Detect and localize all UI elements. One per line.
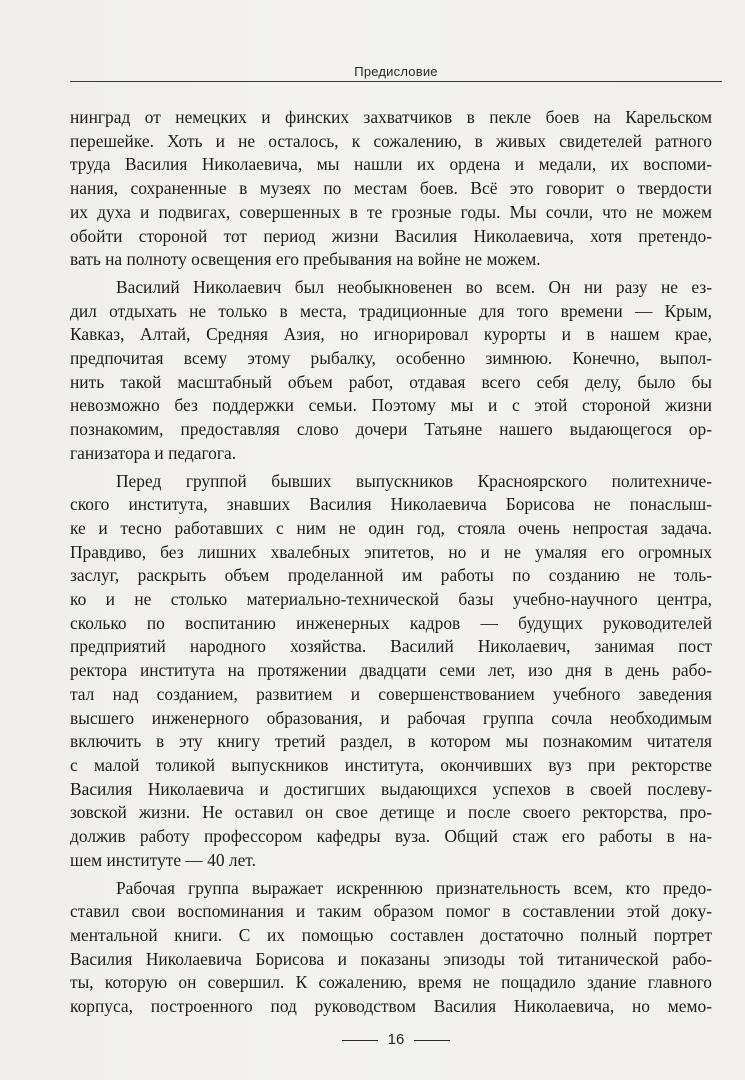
footer-dash-left: [342, 1040, 378, 1041]
text-line: познакомим, предоставляя слово дочери Татьяне нашего выдающегося ор-: [70, 419, 712, 440]
paragraph-2: [70, 276, 712, 466]
text-line: ректора института на протяжении двадцати семи лет, изо дня в день рабо-: [70, 660, 712, 681]
text-line: Василия Николаевича Борисова и показаны эпизоды той титанической рабо-: [70, 948, 712, 969]
text-line: Василия Николаевича и достигших выдающихся успехов в своей послеву-: [70, 778, 712, 799]
text-line: должив работу профессором кафедры вуза. Общий стаж его работы в на-: [70, 826, 712, 847]
text-line: заслуг, раскрыть объем проделанной им работы по созданию не толь-: [70, 565, 712, 586]
text-line: ставил свои воспоминания и таким образом помог в составлении этой доку-: [70, 901, 712, 922]
text-line: обойти стороной тот период жизни Василия Николаевича, хотя претендо-: [70, 225, 712, 246]
text-line: ко и не столько материально-технической базы учебно-научного центра,: [70, 589, 712, 610]
footer-dash-right: [414, 1040, 450, 1041]
page-footer: [70, 1031, 722, 1048]
text-line: включить в эту книгу третий раздел, в котором мы познакомим читателя: [70, 731, 712, 752]
text-line: ментальной книги. С их помощью составлен достаточно полный портрет: [70, 924, 712, 945]
text-line: вать на полноту освещения его пребывания на войне не можем.: [70, 249, 541, 270]
paragraph-4: [70, 877, 712, 1019]
text-line: сколько по воспитанию инженерных кадров — будущих руководителей: [70, 612, 712, 633]
running-header: Предисловие: [354, 64, 438, 79]
header-rule: [70, 81, 722, 82]
text-line: Правдиво, без лишних хвалебных эпитетов, но и не умаляя его огромных: [70, 541, 712, 562]
text-line: Перед группой бывших выпускников Красноярского политехниче-: [116, 470, 712, 491]
text-line: ке и тесно работавших с ним не один год, стояла очень непростая задача.: [70, 517, 712, 538]
text-line: перешейке. Хоть и не осталось, к сожалению, в живых свидетелей ратного: [70, 130, 712, 151]
text-line: Рабочая группа выражает искреннюю признательность всем, кто предо-: [116, 877, 712, 898]
text-line: нания, сохраненные в музеях по местам боев. Всё это говорит о твердости: [70, 178, 712, 199]
text-line: Василий Николаевич был необыкновенен во всем. Он ни разу не ез-: [116, 276, 712, 297]
body-text: [70, 106, 712, 1019]
text-line: зовской жизни. Не оставил он свое детище и после своего ректорства, про-: [70, 802, 712, 823]
text-line: ганизатора и педагога.: [70, 442, 237, 463]
page-number: 16: [387, 1031, 405, 1048]
text-line: шем институте — 40 лет.: [70, 849, 256, 870]
text-line: нить такой масштабный объем работ, отдавая всего себя делу, было бы: [70, 371, 712, 392]
paragraph-3: [70, 470, 712, 873]
text-line: невозможно без поддержки семьи. Поэтому мы и с этой стороной жизни: [70, 395, 712, 416]
paragraph-1: [70, 106, 712, 272]
text-line: Кавказ, Алтай, Средняя Азия, но игнорировал курорты и в нашем крае,: [70, 324, 712, 345]
text-line: ского института, знавших Василия Николаевича Борисова не понаслыш-: [70, 494, 712, 515]
text-line: предприятий народного хозяйства. Василий Николаевич, занимая пост: [70, 636, 712, 657]
text-line: их духа и подвигах, совершенных в те грозные годы. Мы сочли, что не можем: [70, 201, 712, 222]
text-line: нинград от немецких и финских захватчиков в пекле боев на Карельском: [70, 107, 712, 127]
text-line: предпочитая всему этому рыбалку, особенно зимнюю. Конечно, выпол-: [70, 348, 712, 369]
text-line: с малой толикой выпускников института, окончивших вуз при ректорстве: [70, 754, 712, 775]
text-line: дил отдыхать не только в места, традиционные для того времени — Крым,: [70, 300, 712, 321]
text-line: ты, которую он совершил. К сожалению, время не пощадило здание главного: [70, 972, 712, 993]
text-line: тал над созданием, развитием и совершенствованием учебного заведения: [70, 683, 712, 704]
text-line: корпуса, построенного под руководством Василия Николаевича, но мемо-: [70, 996, 712, 1017]
text-line: труда Василия Николаевича, мы нашли их ордена и медали, их воспоми-: [70, 154, 712, 175]
text-line: высшего инженерного образования, и рабочая группа сочла необходимым: [70, 707, 712, 728]
